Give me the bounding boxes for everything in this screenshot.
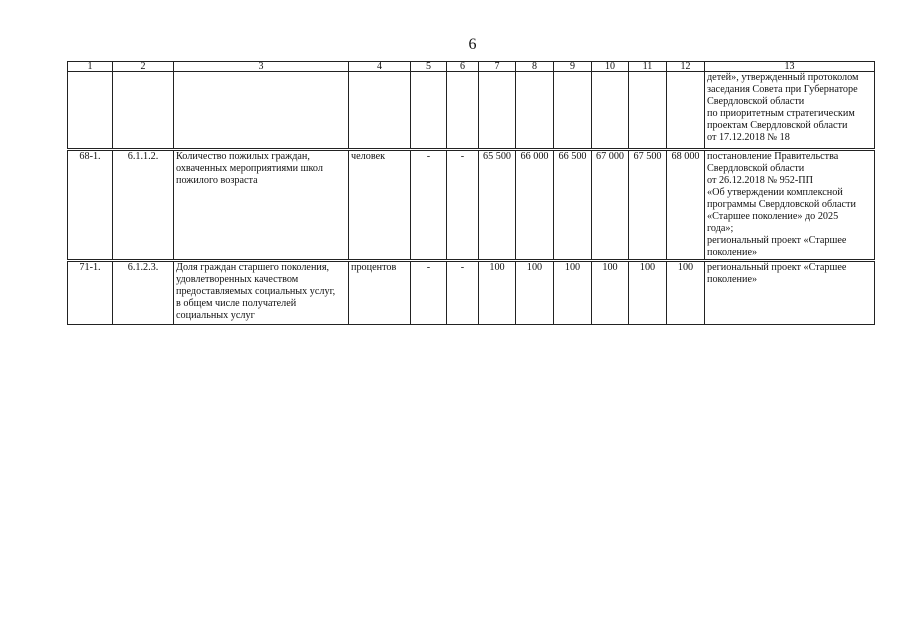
table-cell [554,72,592,149]
column-header: 5 [411,62,447,72]
value-cell: - [411,262,447,325]
value-cell: 100 [554,262,592,325]
table-row [68,262,875,325]
table-cell [68,72,113,149]
document-cell: постановление Правительства Свердловской области от 26.12.2018 № 952-ПП «Об утверждении комплексной программы Свердловской области «Старшее поколение» до 2025 года»; региональный проект «Старшее поколение» [705,151,875,260]
document-cell: региональный проект «Старшее поколение» [705,262,875,325]
table-cell [447,72,479,149]
row-number-cell: 71-1. [68,262,113,325]
document-cell: детей», утвержденный протоколом заседания Совета при Губернаторе Свердловской области по приоритетным стратегическим проектам Свердловской области от 17.12.2018 № 18 [705,72,875,149]
column-header: 11 [629,62,667,72]
column-number-row [68,62,875,72]
table-row [68,151,875,260]
column-header: 4 [349,62,411,72]
value-cell: 100 [516,262,554,325]
column-header: 2 [113,62,174,72]
table-cell [479,72,516,149]
column-header: 8 [516,62,554,72]
unit-cell: процентов [349,262,411,325]
column-header: 7 [479,62,516,72]
value-cell: 100 [592,262,629,325]
table-cell [113,72,174,149]
goal-code-cell: 6.1.2.3. [113,262,174,325]
goal-code-cell: 6.1.1.2. [113,151,174,260]
table-cell [174,72,349,149]
column-header: 1 [68,62,113,72]
unit-cell: человек [349,151,411,260]
row-number-cell: 68-1. [68,151,113,260]
value-cell: 100 [479,262,516,325]
indicator-name-cell: Доля граждан старшего поколения, удовлетворенных качеством предоставляемых социальных услуг, в общем числе получателей социальных услуг [174,262,349,325]
indicators-table [67,61,875,325]
column-header: 3 [174,62,349,72]
column-header: 9 [554,62,592,72]
value-cell: - [447,151,479,260]
value-cell: 68 000 [667,151,705,260]
column-header: 10 [592,62,629,72]
table-cell [411,72,447,149]
value-cell: 67 000 [592,151,629,260]
column-header: 13 [705,62,875,72]
column-header: 12 [667,62,705,72]
value-cell: - [447,262,479,325]
table-row-continuation [68,72,875,149]
value-cell: 65 500 [479,151,516,260]
table-cell [516,72,554,149]
indicator-name-cell: Количество пожилых граждан, охваченных мероприятиями школ пожилого возраста [174,151,349,260]
value-cell: 100 [667,262,705,325]
table-cell [592,72,629,149]
table-cell [629,72,667,149]
value-cell: 67 500 [629,151,667,260]
value-cell: - [411,151,447,260]
table-cell [349,72,411,149]
column-header: 6 [447,62,479,72]
table-cell [667,72,705,149]
value-cell: 100 [629,262,667,325]
value-cell: 66 000 [516,151,554,260]
value-cell: 66 500 [554,151,592,260]
page-number: 6 [468,36,477,53]
